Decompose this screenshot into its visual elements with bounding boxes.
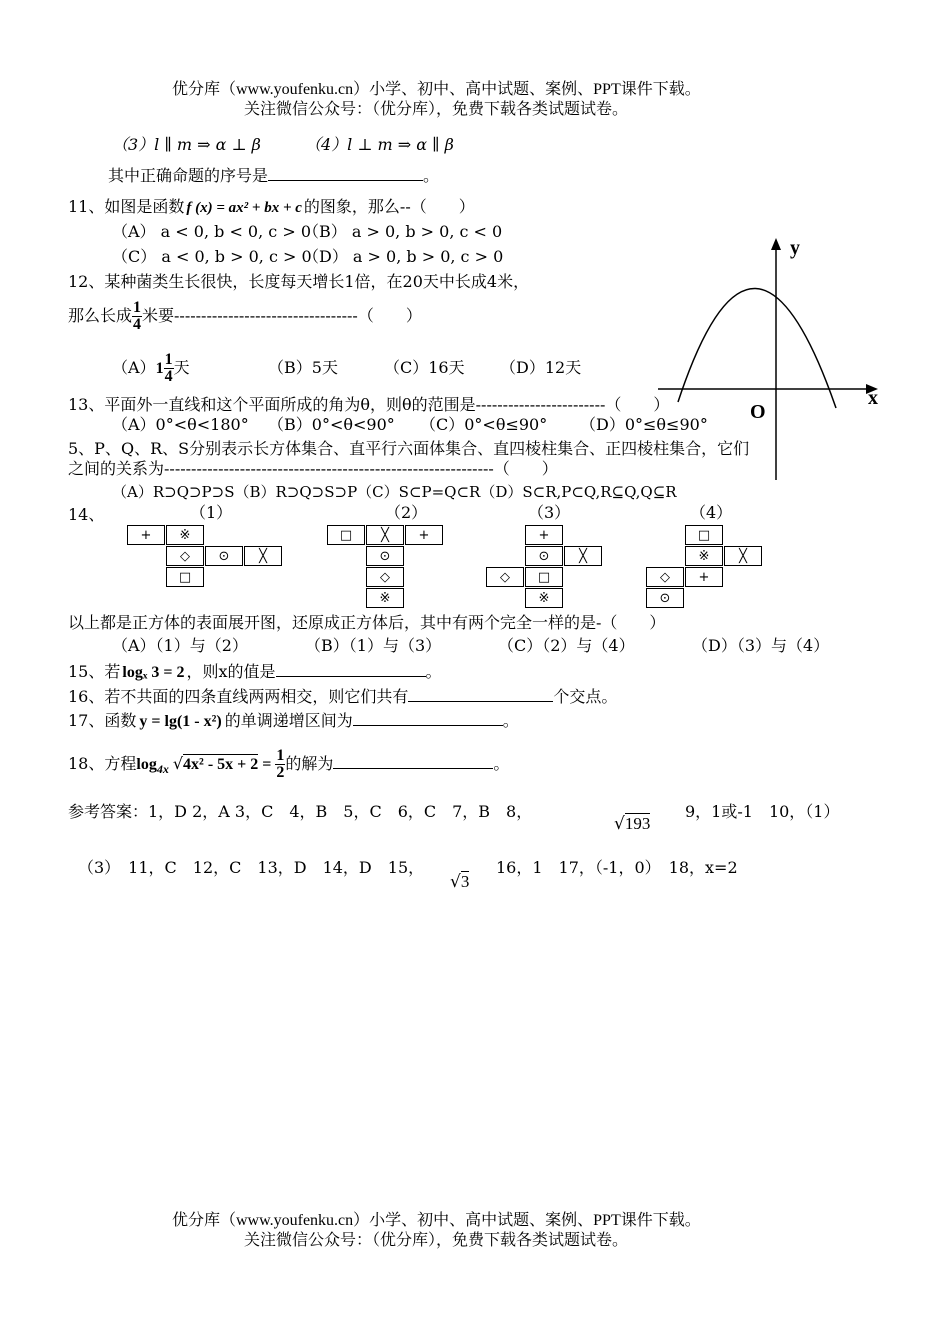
header-line-2: 关注微信公众号：（优分库），免费下载各类试题试卷。 <box>244 101 629 118</box>
q13-option-d: （D）0°≤θ≤90° <box>580 415 708 434</box>
parabola-curve <box>678 288 836 408</box>
net1-face: + <box>127 525 165 545</box>
q14-option-b: （B）（1）与（3） <box>305 636 442 655</box>
net1-face: ╳ <box>244 546 282 566</box>
footer-line-1: 优分库（www.youfenku.cn）小学、初中、高中试题、案例、PPT课件下载。 <box>172 1212 701 1229</box>
q10-question: 其中正确命题的序号是 。 <box>108 166 440 185</box>
net2-face: ⊙ <box>366 546 404 566</box>
net-label-1: （1） <box>190 503 233 522</box>
sqrt-sign: √ <box>172 754 184 773</box>
q5-stem-2: 之间的关系为-------------------------------------------------------------（ ） <box>68 459 558 478</box>
q15-answer-blank[interactable] <box>276 662 426 677</box>
y-axis-arrow <box>771 238 781 250</box>
q18-fraction: $\frac{1}{2}$ <box>276 747 285 781</box>
answers-line-2: （3） 11，C 12，C 13，D 14，D 15， <box>78 858 425 877</box>
q14-option-d: （D）（3）与（4） <box>692 636 830 655</box>
q12-option-c: （C）16天 <box>384 358 465 377</box>
net3-face: □ <box>525 567 563 587</box>
sqrt-sign: √ <box>450 872 461 892</box>
net2-face: ◇ <box>366 567 404 587</box>
net1-face: ◇ <box>166 546 204 566</box>
net4-face: □ <box>685 525 723 545</box>
q13-option-b: （B）0°<θ<90° <box>268 415 395 434</box>
net4-face: ╳ <box>724 546 762 566</box>
q12-stem-2: 那么长成 $\frac{1}{4}$ 米要----------------------------------（ ） <box>68 299 422 333</box>
q16: 16、若不共面的四条直线两两相交，则它们共有 个交点。 <box>68 687 618 706</box>
net3-face: ※ <box>525 588 563 608</box>
net-label-4: （4） <box>690 503 733 522</box>
q11-option-a: （A） a < 0, b < 0, c > 0 <box>112 222 312 241</box>
q14-option-c: （C）（2）与（4） <box>498 636 635 655</box>
q14-label: 14、 <box>68 505 105 524</box>
net4-face: ⊙ <box>646 588 684 608</box>
q13-option-a: （A）0°<θ<180° <box>112 415 249 434</box>
q15: 15、若 logₓ 3 = 2 ，则x的值是 。 <box>68 662 442 681</box>
q11-formula: f (x) = ax² + bx + c <box>186 200 302 216</box>
q11-stem: 11、如图是函数 f (x) = ax² + bx + c 的图象，那么--（ ） <box>68 197 475 216</box>
answers-sqrt-3: √3 <box>450 872 470 892</box>
q10-item-3: （3）l ∥ m ⇒ α ⊥ β <box>112 135 261 154</box>
net2-face: ※ <box>366 588 404 608</box>
net2-face: + <box>405 525 443 545</box>
net1-face: ※ <box>166 525 204 545</box>
net4-face: ※ <box>685 546 723 566</box>
q5-options: （A）R⊃Q⊃P⊃S（B）R⊃Q⊃S⊃P（C）S⊂P=Q⊂R（D）S⊂R,P⊂Q,R⊆Q,Q⊆R <box>112 483 677 501</box>
q12-option-d: （D）12天 <box>500 358 582 377</box>
net2-face: ╳ <box>366 525 404 545</box>
net3-face: ◇ <box>486 567 524 587</box>
answers-sqrt-193: √193 <box>614 814 651 834</box>
q14-option-a: （A）（1）与（2） <box>112 636 248 655</box>
header-line-1: 优分库（www.youfenku.cn）小学、初中、高中试题、案例、PPT课件下载。 <box>172 81 701 98</box>
q11-option-d: （D） a > 0, b > 0, c > 0 <box>303 247 504 266</box>
net-label-3: （3） <box>528 503 571 522</box>
footer-line-2: 关注微信公众号：（优分库），免费下载各类试题试卷。 <box>244 1232 629 1249</box>
q14-stem: 以上都是正方体的表面展开图，还原成正方体后，其中有两个完全一样的是-（ ） <box>68 613 666 632</box>
x-axis-label: x <box>868 387 878 409</box>
net3-face: ⊙ <box>525 546 563 566</box>
q11-option-c: （C） a < 0, b > 0, c > 0 <box>112 247 312 266</box>
q13-option-c: （C）0°<θ≤90° <box>420 415 548 434</box>
answers-line-1b: 9，1或-1 10，（1） <box>685 802 840 821</box>
q18-radicand: 4x² - 5x + 2 <box>183 756 259 773</box>
q12-option-b: （B）5天 <box>268 358 338 377</box>
net-label-2: （2） <box>385 503 428 522</box>
q18-answer-blank[interactable] <box>333 754 493 769</box>
q16-answer-blank[interactable] <box>408 687 553 702</box>
q11-option-b: （B） a > 0, b > 0, c < 0 <box>303 222 503 241</box>
q15-formula: logₓ 3 = 2 <box>122 664 185 681</box>
net4-face: ◇ <box>646 567 684 587</box>
net3-face: + <box>525 525 563 545</box>
q12-option-a-fraction: $\frac{1}{4}$ <box>164 351 173 385</box>
q5-stem-1: 5、P、Q、R、S分别表示长方体集合、直平行六面体集合、直四棱柱集合、正四棱柱集合，它们 <box>68 439 750 458</box>
q17-formula: y = lg(1 - x²) <box>139 713 222 730</box>
q13-stem: 13、平面外一直线和这个平面所成的角为θ，则θ的范围是------------------------（ ） <box>68 395 670 414</box>
q10-answer-blank[interactable] <box>268 166 423 181</box>
q17: 17、函数 y = lg(1 - x²) 的单调递增区间为 。 <box>68 711 519 730</box>
net1-face: ⊙ <box>205 546 243 566</box>
net4-face: + <box>685 567 723 587</box>
net3-face: ╳ <box>564 546 602 566</box>
origin-label: O <box>750 401 766 423</box>
q10-ask: 其中正确命题的序号是 <box>108 166 269 185</box>
net1-face: □ <box>166 567 204 587</box>
q10-item-4: （4）l ⊥ m ⇒ α ∥ β <box>305 135 454 154</box>
q12-fraction: $\frac{1}{4}$ <box>133 299 142 333</box>
q18: 18、方程$\log_{4x} √4x^2 - 5x + 2$ = $\frac{1}{2}$ 的解为 。 <box>68 747 510 781</box>
answers-line-1: 参考答案：1，D 2，A 3，C 4，B 5，C 6，C 7，B 8， <box>68 802 533 821</box>
sqrt-sign: √ <box>614 814 625 834</box>
q17-answer-blank[interactable] <box>353 711 503 726</box>
q12-stem-1: 12、某种菌类生长很快，长度每天增长1倍，在20天中长成4米， <box>68 272 530 291</box>
answers-line-2b: 16，1 17，（-1，0） 18，x=2 <box>496 858 738 877</box>
y-axis-label: y <box>790 237 800 259</box>
net2-face: □ <box>327 525 365 545</box>
q12-option-a: （A）1 $\frac{1}{4}$ 天 <box>112 351 190 385</box>
